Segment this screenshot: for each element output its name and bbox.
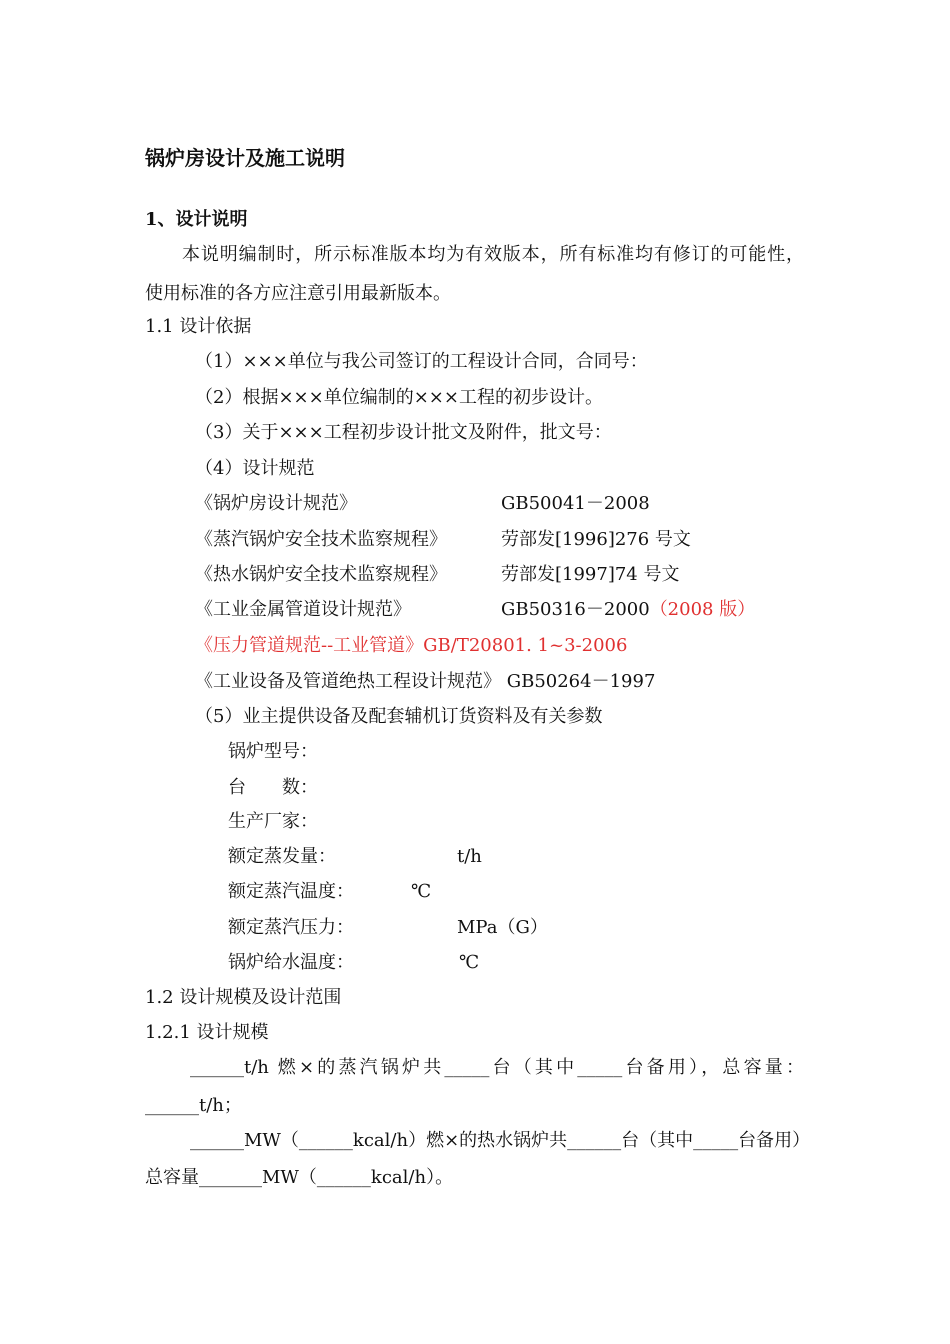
standard-insulation: 《工业设备及管道绝热工程设计规范》 GB50264－1997 <box>195 671 656 692</box>
subsection-heading-design-basis: 1.1 设计依据 <box>145 316 252 337</box>
standard-name: 《热水锅炉安全技术监察规程》 <box>195 564 447 585</box>
basis-item-3: （3）关于×××工程初步设计批文及附件，批文号： <box>195 422 612 443</box>
basis-item-1: （1）×××单位与我公司签订的工程设计合同，合同号： <box>195 351 648 372</box>
standard-version-note: （2008 版） <box>649 599 756 620</box>
document-title: 锅炉房设计及施工说明 <box>145 146 345 170</box>
standard-name: 《锅炉房设计规范》 <box>195 493 357 514</box>
param-unit: t/h <box>457 846 482 867</box>
hot-water-boiler-line-1: ______MW（______kcal/h）燃×的热水锅炉共______台（其中_____台备用） <box>190 1130 811 1151</box>
param-unit: ℃ <box>411 881 432 902</box>
steam-boiler-line-1: ______t/h 燃×的蒸汽锅炉共_____台（其中_____台备用），总容量： <box>190 1057 804 1078</box>
param-unit: MPa（G） <box>457 917 548 938</box>
param-label: 生产厂家： <box>228 811 318 832</box>
standard-name: 《蒸汽锅炉安全技术监察规程》 <box>195 529 447 550</box>
intro-paragraph-line-1: 本说明编制时，所示标准版本均为有效版本，所有标准均有修订的可能性， <box>182 244 804 265</box>
steam-boiler-line-2: ______t/h； <box>145 1095 242 1116</box>
param-label: 额定蒸发量： <box>228 846 336 867</box>
param-unit: ℃ <box>459 952 480 973</box>
basis-item-2: （2）根据×××单位编制的×××工程的初步设计。 <box>195 387 603 408</box>
subsection-heading-design-scale: 1.2.1 设计规模 <box>145 1022 269 1043</box>
standard-name: 《工业金属管道设计规范》 <box>195 599 411 620</box>
intro-paragraph-line-2: 使用标准的各方应注意引用最新版本。 <box>145 283 451 304</box>
standard-code: GB50041－2008 <box>501 493 650 514</box>
standard-highlighted: 《压力管道规范--工业管道》GB/T20801. 1~3-2006 <box>195 635 628 656</box>
basis-item-4: （4）设计规范 <box>195 458 315 479</box>
standard-code: 劳部发[1997]74 号文 <box>501 564 680 585</box>
param-label: 锅炉给水温度： <box>228 952 354 973</box>
subsection-heading-scale: 1.2 设计规模及设计范围 <box>145 987 342 1008</box>
standard-code: GB50316－2000 <box>501 599 650 620</box>
hot-water-boiler-line-2: 总容量_______MW（______kcal/h）。 <box>145 1167 454 1188</box>
section-heading-design-notes: 1、设计说明 <box>145 209 248 230</box>
standard-code: 劳部发[1996]276 号文 <box>501 529 691 550</box>
param-label: 台 数： <box>228 777 318 798</box>
basis-item-5: （5）业主提供设备及配套辅机订货资料及有关参数 <box>195 706 603 727</box>
param-label: 锅炉型号： <box>228 741 318 762</box>
param-label: 额定蒸汽温度： <box>228 881 354 902</box>
standard-code-with-note <box>501 598 755 622</box>
param-label: 额定蒸汽压力： <box>228 917 354 938</box>
